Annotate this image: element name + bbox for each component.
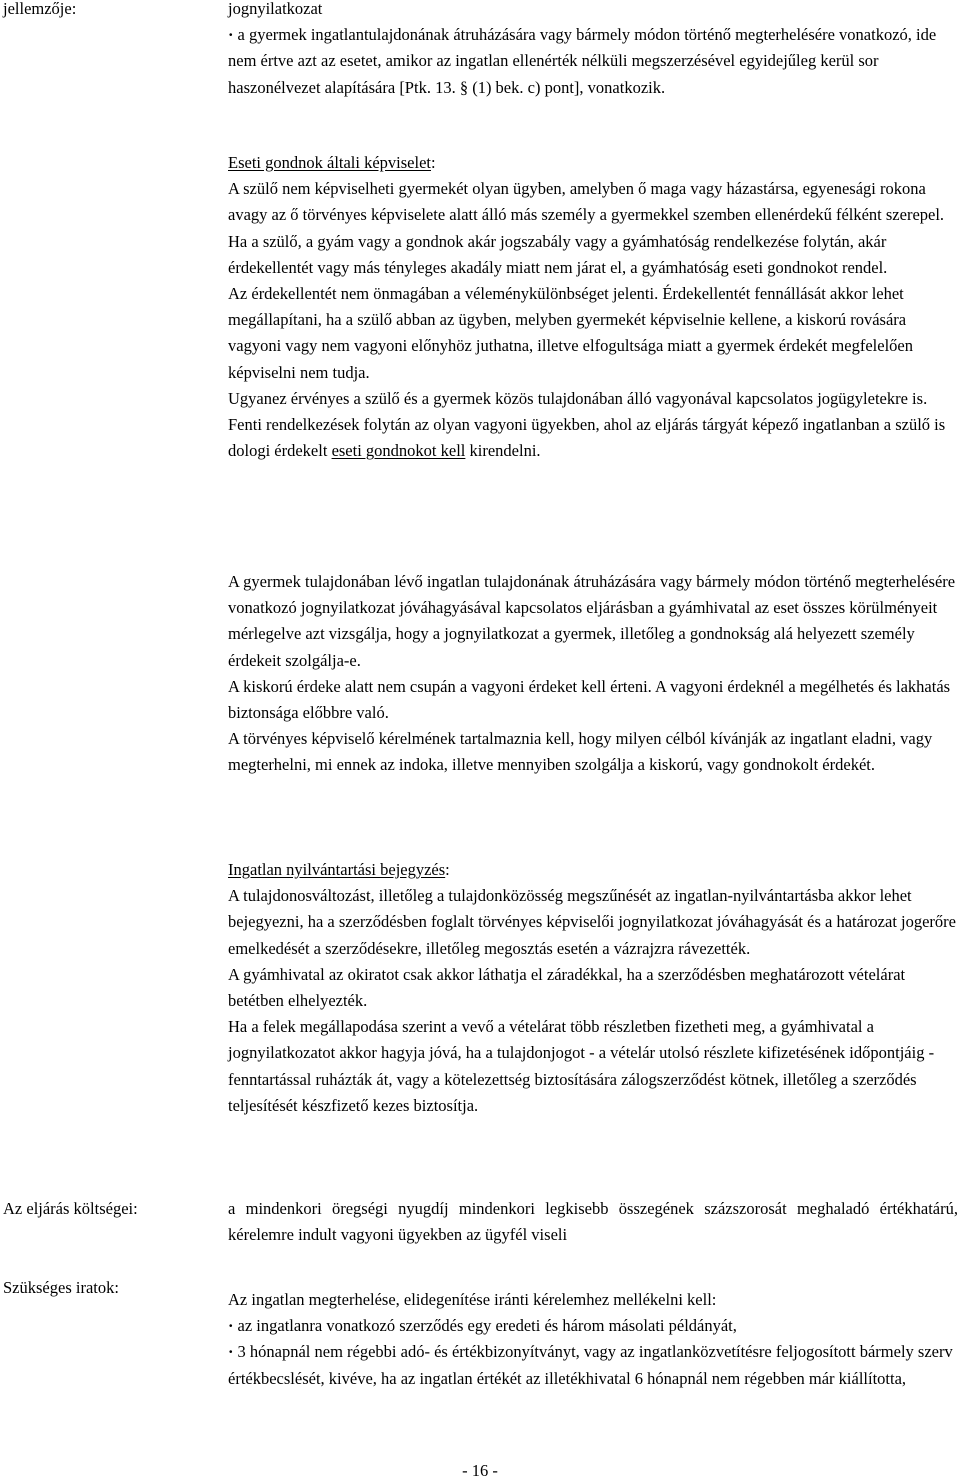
documents-intro: Az ingatlan megterhelése, elidegenítése iránti kérelemhez mellékelni kell: — [228, 1290, 717, 1309]
costs-block — [228, 1196, 958, 1248]
guardian-heading: Eseti gondnok általi képviselet — [228, 153, 431, 172]
guardian-paragraph-2: Ha a szülő, a gyám vagy a gondnok akár jogszabály vagy a gyámhatóság rendelkezése folytán, akár érdekellentét vagy más tényleges akadály miatt nem járat el, a gyámhatóság eseti gondnokot rendel. — [228, 231, 888, 277]
child-property-paragraph-3: A törvényes képviselő kérelmének tartalmaznia kell, hogy milyen célból kívánják az ingatlant eladni, vagy megterhelni, mi ennek az indoka, illetve mennyiben szolgálja a kiskorú, vagy gondnokolt érdekét. — [228, 729, 933, 775]
guardian-paragraph-5-emphasis: eseti gondnokot kell — [331, 441, 466, 461]
guardian-heading-colon: : — [431, 153, 436, 172]
child-property-paragraph-1: A gyermek tulajdonában lévő ingatlan tulajdonának átruházására vagy bármely módon történő megterhelésére vonatkozó jognyilatkozat jóváhagyásával kapcsolatos eljárásban a gyámhivatal az eset összes körülményeit mérlegelve azt vizsgálja, hogy a jognyilatkozat a gyermek, illetőleg a gondnokság alá helyezett személy érdekeit szolgálja-e. — [228, 572, 956, 670]
costs-text: a mindenkori öregségi nyugdíj mindenkori legkisebb összegének százszorosát meghaladó értékhatárú, kérelemre indult vagyoni ügyekben az ügyfél viseli — [228, 1199, 958, 1245]
label-documents: Szükséges iratok: — [3, 1278, 119, 1297]
guardian-paragraph-3: Az érdekellentét nem önmagában a véleménykülönbséget jelenti. Érdekellentét fennállását akkor lehet megállapítani, ha a szülő abban az ügyben, melyben gyermekét képviselnie kellene, a kiskorú rovására vagyoni vagy nem vagyoni előnyhöz juthatna, illetve elfogultsága miatt a gyermek érdekét megfelelően képviselni nem tudja. — [228, 284, 913, 382]
intro-block — [228, 0, 958, 101]
registry-heading-colon: : — [445, 860, 450, 879]
guardian-paragraph-4: Ugyanez érvényes a szülő és a gyermek közös tulajdonában álló vagyonával kapcsolatos jogügyletekre is. — [228, 388, 928, 408]
registry-heading: Ingatlan nyilvántartási bejegyzés — [228, 860, 446, 879]
registry-paragraph-2: A gyámhivatal az okiratot csak akkor láthatja el záradékkal, ha a szerződésben meghatározott vételárat betétben elhelyezték. — [228, 964, 906, 1011]
page-number: - 16 - — [462, 1461, 498, 1480]
registry-paragraph-1: A tulajdonosváltozást, illetőleg a tulajdonközösség megszűnését az ingatlan-nyilvántartásba akkor lehet bejegyezni, ha a szerződésben foglalt törvényes képviselői jognyilatkozat jóváhagyását és a határozat jogerőre emelkedését a szerződésekre, illetőleg megosztás esetén a vázrajzra rávezették. — [228, 886, 956, 958]
documents-block — [228, 1287, 958, 1392]
intro-line: jognyilatkozat — [228, 0, 323, 18]
guardian-paragraph-5-end: kirendelni. — [465, 441, 541, 461]
guardian-paragraph-5 — [228, 412, 958, 464]
documents-item-2: · 3 hónapnál nem régebbi adó- és értékbizonyítványt, vagy az ingatlanközvetítésre feljogosított bármely szerv értékbecslését, kivéve, ha az ingatlan értékét az illetékhivatal 6 hónapnál nem régebben már kiállította, — [228, 1339, 958, 1391]
registry-paragraph-3: Ha a felek megállapodása szerint a vevő a vételárat több részletben fizetheti meg, a gyámhivatal a jognyilatkozatot akkor hagyja jóvá, ha a tulajdonjogot - a vételár utolsó részlete kifizetésének időpontjáig - fenntartással ruházták át, vagy a kötelezettség biztosítására zálogszerződést kötnek, illetőleg a szerződés teljesítését készfizető kezes biztosítja. — [228, 1017, 935, 1115]
guardian-section — [228, 150, 958, 464]
guardian-paragraph-5-start: Fenti rendelkezések folytán az olyan vagyoni ügyekben, ahol az eljárás tárgyát képező ingatlanban a szülő is dologi érdekelt — [228, 415, 946, 461]
child-property-paragraph-2: A kiskorú érdeke alatt nem csupán a vagyoni érdeket kell érteni. A vagyoni érdeknél a megélhetés és lakhatás biztonsága előbbre való. — [228, 676, 951, 723]
guardian-heading-line — [228, 150, 958, 176]
label-costs: Az eljárás költségei: — [3, 1199, 138, 1218]
documents-item-1: · az ingatlanra vonatkozó szerződés egy eredeti és három másolati példányát, — [228, 1313, 958, 1339]
registry-heading-line — [228, 857, 958, 883]
guardian-paragraph-1: A szülő nem képviselheti gyermekét olyan ügyben, amelyben ő maga vagy házastársa, egyenesági rokona avagy az ő törvényes képviselete alatt álló más személy a gyermekkel szemben ellenérdekű félként szerepel. — [228, 179, 945, 225]
child-property-section — [228, 569, 958, 779]
intro-bullet: · a gyermek ingatlantulajdonának átruházására vagy bármely módon történő megterhelésére vonatkozó, ide nem értve azt az esetet, amikor az ingatlan ellenérték nélküli megszerzésével egyidejűleg kerül sor haszonélvezet alapítására [Ptk. 13. § (1) bek. c) pont], vonatkozik. — [228, 22, 958, 101]
label-characteristic: jellemzője: — [3, 0, 77, 18]
registry-section — [228, 857, 958, 1119]
